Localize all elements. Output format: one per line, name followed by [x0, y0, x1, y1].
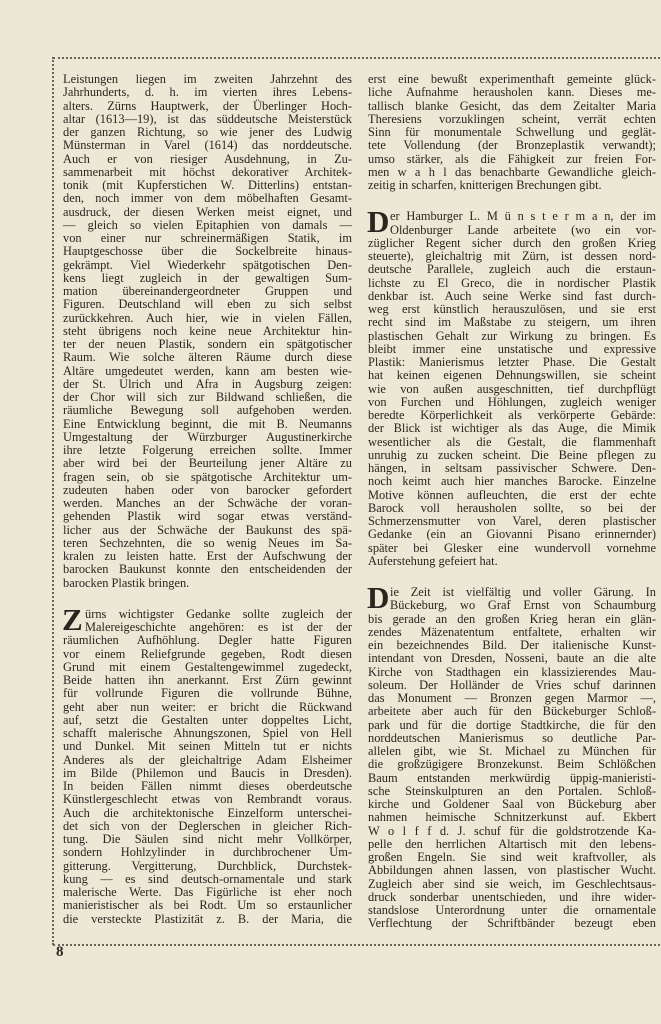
text-line: von einer nur schreinermäßigen Statik, im	[63, 231, 352, 245]
text-line: licher aus der Schwäche der Baukunst des spä-	[63, 522, 352, 537]
text-line: — gleich so vielen Epitaphien von damals —	[63, 217, 352, 232]
text-line: gekrämpt. Viel Wiederkehr spätgotischen Den-	[63, 257, 352, 272]
text-line: lichste zu El Greco, die in nordischer Plastik	[368, 275, 656, 290]
text-line: züglicher Regent sicher durch den großen Krieg	[368, 235, 656, 250]
text-line: ürns wichtigster Gedanke sollte zugleich der	[85, 606, 352, 621]
text-line: kralen zu leisten hatte. Erst der Aufschwung der	[63, 549, 352, 563]
text-line: umso stärker, als die Fähigkeit zur freien For-	[368, 151, 656, 166]
text-line: Auch er von riesiger Ausdehnung, in Zu-	[63, 151, 352, 166]
text-line: standslose Unterordnung unter die ornamentale	[368, 903, 656, 917]
text-line: plastischen Gehalt zur Wirkung zu bringen. Es	[368, 328, 656, 343]
text-line: ein bezeichnendes Bild. Der italienische Kunst-	[368, 638, 656, 652]
text-line: den, noch immer von dem möbelhaften Gesamt-	[63, 191, 352, 206]
text-line: Auferstehung gefeiert hat.	[368, 553, 498, 568]
text-line: tung. Die Säulen sind nicht mehr Vollkörper,	[63, 832, 352, 846]
text-line: die großzügigere Bronzekunst. Beim Schlößchen	[368, 757, 656, 772]
text-line: sondern Hohlzylinder in durchbrochener Um-	[63, 845, 352, 860]
text-line: druck sonderbar unentschieden, und ihre wider-	[368, 889, 656, 904]
text-line: der Chor will sich zur Bildwand schließen, die	[63, 390, 352, 404]
text-line: W o l f f d. J. schuf für die goldstrotzende Ka-	[368, 823, 656, 838]
text-line: zendes Mäzenatentum entfaltete, erhalten wir	[368, 624, 656, 639]
text-line: Theresiens vorzuklingen scheint, verrät echten	[368, 111, 656, 126]
text-line: kung — es sind deutsch-ornamentale und stark	[63, 871, 352, 886]
text-line: geht aber nun weiter: er bricht die Rückwand	[63, 699, 352, 714]
text-line: nahmen heimische Schnitzerkunst auf. Ekbert	[368, 810, 656, 825]
text-line: von Furchen und Höhlungen, zugleich weniger	[368, 394, 656, 409]
text-line: großen Engeln. Sie sind weit kraftvoller, als	[368, 850, 656, 864]
text-line: der ganzen Richtung, so wie jener des Ludwig	[63, 125, 352, 139]
text-line: räumlichen Aufhöhlung. Degler hatte Figuren	[63, 633, 352, 648]
text-line: Auch die architektonische Einzelform unterschei-	[63, 805, 352, 820]
text-line: er Hamburger L. M ü n s t e r m a n, der im	[390, 209, 656, 224]
text-line: barocken Baukunst konnte den entscheidenden der	[63, 562, 352, 577]
text-line: soleum. Der Holländer de Vries schuf darinnen	[368, 677, 656, 692]
text-line: Oldenburger Lande arbeitete (wo ein vor-	[390, 222, 656, 237]
text-line: Grund mit einem Gestaltengewimmel zugedeckt,	[63, 659, 352, 674]
text-line: gehenden Plastik wird sogar etwas verständ-	[63, 509, 352, 524]
text-line: ihre letzte Folgerung erreichen sollte. Immer	[63, 443, 352, 457]
text-line: intendant von Dresden, Nosseni, baute an die alte	[368, 651, 656, 666]
paragraph	[367, 580, 656, 931]
drop-cap: Z	[62, 601, 83, 637]
text-line: Zugleich aber sind sie weich, im Geschlechtsaus-	[368, 876, 656, 891]
paragraph	[63, 73, 352, 590]
text-line: zeitig in scharfen, knitterigen Brechungen gibt.	[368, 178, 602, 192]
text-line: hat keinen eigenen Dehnungswillen, sie scheint	[368, 368, 656, 383]
text-line: Gedanke (ein an Giovanni Pisano erinnernder)	[368, 527, 656, 542]
text-line: kirche und Goldener Saal von Bückeburg aber	[368, 797, 656, 811]
text-line: der St. Ulrich und Afra in Augsburg zeigen:	[63, 376, 352, 391]
drop-cap: D	[367, 580, 390, 615]
text-line: allelen gibt, wie St. Michael zu München für	[368, 744, 656, 758]
text-line: Sinn für monumentale Schwellung und geglät-	[368, 125, 656, 139]
text-line: im Bilde (Philemon und Baucis in Dresden).	[63, 765, 352, 780]
text-line: bis gerade an den großen Krieg heran ein glän-	[368, 611, 656, 626]
text-line: norddeutschen Manierismus so deutliche Par-	[368, 730, 656, 745]
text-column-right	[368, 73, 656, 949]
text-line: Raum. Wie solche älteren Räume durch diese	[63, 350, 352, 365]
text-line: denkbar ist. Auch seine Werke sind fast durch-	[368, 288, 656, 303]
text-line: pelle den herrlichen Altartisch mit den lebens-	[368, 836, 656, 851]
text-line: für vollrunde Figuren die vollrunde Bühne,	[63, 686, 352, 701]
text-line: Verflechtung der Schriftbänder bezeugt eben	[368, 916, 656, 931]
text-line: steht übrigens noch keine neue Architektur hin-	[63, 323, 352, 338]
text-line: park und für die dortige Stadtkirche, die für den	[368, 717, 656, 732]
text-line: Leistungen liegen im zweiten Jahrzehnt des	[63, 72, 352, 86]
text-line: sche Steinskulpturen an den Portalen. Schloß-	[368, 783, 656, 798]
text-line: Barock voll herausholen sollte, so bei der	[368, 500, 656, 515]
text-line: Schmerzensmutter von Varel, deren plastischer	[368, 514, 656, 528]
text-line: altar (1613—19), ist das süddeutsche Meisterstück	[63, 111, 352, 126]
text-line: bleibt immer eine unstatische und expressive	[368, 341, 656, 356]
text-line: manieristischer als bei Rodt. Um so erstaunlicher	[63, 898, 352, 913]
text-line: tete Vollendung (der Bronzeplastik verwandt);	[368, 138, 656, 153]
text-line: Münsterman in Varel (1614) das norddeutsche.	[63, 138, 352, 153]
text-line: liche Aufnahme herausholen kann. Dieses me-	[368, 85, 656, 100]
frame-top-rule	[53, 57, 660, 59]
text-line: der Blick ist wichtiger als das Auge, die Mimik	[368, 421, 656, 436]
page-number: 8	[56, 944, 64, 960]
text-line: hängen, in seltsam passivischer Schwere. Den-	[368, 461, 656, 475]
text-line: später bei Glesker eine wundervoll vornehme	[368, 540, 656, 555]
text-line: weg erst künstlich herauszulösen, und sie erst	[368, 302, 656, 316]
text-line: Bückeburg, wo Graf Ernst von Schaumburg	[390, 598, 656, 613]
text-line: wesentlicher als die Gestalt, die flammenhaft	[368, 434, 656, 449]
text-line: Beide hatten ihn anerkannt. Erst Zürn gewinnt	[63, 673, 352, 687]
paragraph	[368, 73, 656, 192]
text-line: kens liegt zugleich in der gewaltigen Sum-	[63, 270, 352, 285]
text-line: gitterung. Vergitterung, Durchblick, Durchstek-	[63, 858, 352, 873]
text-line: aber wird bei der Beurteilung jener Altäre zu	[63, 456, 352, 471]
text-line: arbeitete aber auch für den Bückeburger Schloß-	[368, 704, 656, 719]
text-line: recht sind im Maßstabe zu steigern, um ihren	[368, 315, 656, 330]
text-line: noch keimt auch hier manches Barocke. Einzelne	[368, 474, 656, 489]
text-line: die versteckte Plastizität z. B. der Maria, die	[63, 911, 352, 926]
text-line: Umgestaltung der Würzburger Augustinerkirche	[63, 429, 352, 444]
frame-left-rule	[52, 57, 54, 945]
text-line: ter der neuen Plastik, sondern ein spätgotischer	[63, 337, 352, 351]
text-line: Kirche von Stadthagen ein klassizierendes Mau-	[368, 664, 656, 679]
text-line: men w a h l das benachbarte Gewandliche gleich-	[368, 164, 656, 179]
text-line: räumliche Bewegung soll aufgehoben werden.	[63, 403, 352, 418]
text-line: alters. Zürns Hauptwerk, der Überlinger Hoch-	[63, 98, 352, 113]
paragraph	[62, 601, 352, 926]
text-line: fragen sein, ob sie spätgotische Architektur um-	[63, 469, 352, 484]
text-line: unruhig zu zucken scheint. Die Beine pflegen zu	[368, 447, 656, 462]
text-line: Baum entstanden merkwürdig üppig-manieristi-	[368, 770, 656, 785]
text-line: det sich von der Deglerschen in gleicher Rich-	[63, 818, 352, 833]
text-line: das Monument — Bronzen gegen Marmor —,	[368, 691, 656, 705]
text-line: Abbildungen ahnen lassen, von plastischer Wucht.	[368, 863, 656, 878]
text-line: Hauptgeschosse über die Sockelbreite hinaus-	[63, 244, 352, 259]
text-line: zurückkehren. Auch hier, wie in vielen Fällen,	[63, 310, 352, 325]
text-line: Plastik: Manierismus letzter Phase. Die Gestalt	[368, 355, 656, 369]
text-line: ie Zeit ist vielfältig und voller Gärung. In	[390, 585, 656, 599]
text-line: sammenarbeit mit höchst dekorativer Architek-	[63, 164, 352, 179]
text-column-left	[63, 73, 352, 944]
drop-cap: D	[367, 204, 390, 240]
text-line: malerische Werte. Das Figürliche ist eher noch	[63, 885, 352, 899]
text-line: tonik (mit Kupferstichen W. Ditterlins) entstan-	[63, 178, 352, 192]
text-line: und Dunkel. Mit seinen Mitteln tut er nichts	[63, 739, 352, 754]
text-line: Figuren. Deutschland will eben zu sich selbst	[63, 297, 352, 312]
text-line: werden. Manches an der Schwäche der voran-	[63, 496, 352, 510]
text-line: tallisch blanke Gesicht, das dem Zeitalter Maria	[368, 98, 656, 113]
text-line: wie von außen ausgeschnitten, tief durchpflügt	[368, 381, 656, 396]
text-line: mation übereinandergeordneter Gruppen und	[63, 284, 352, 298]
text-line: beredte Körperlichkeit als verkörperte Gebärde:	[368, 408, 656, 422]
text-line: Künstlergeschlecht etwas von Rembrandt voraus.	[63, 792, 352, 807]
text-line: vor einem Reliefgrunde gegeben, Rodt diesen	[63, 646, 352, 661]
text-line: deutsche Parallele, zugleich auch die erstaun-	[368, 262, 656, 277]
text-line: Eine Entwicklung beginnt, die mit B. Neumanns	[63, 416, 352, 431]
text-line: barocken Plastik bringen.	[63, 575, 190, 590]
text-line: Altäre umgedeutet werden, kann am besten wie-	[63, 363, 352, 378]
text-line: steuerte), gleichaltrig mit Zürn, ist dessen nord-	[368, 249, 656, 263]
text-line: erst eine bewußt experimenthaft gemeinte glück-	[368, 72, 656, 86]
text-line: In beiden Fällen nimmt dieses oberdeutsche	[63, 779, 352, 793]
text-line: auf, setzt die Gestalten unter doppeltes Licht,	[63, 712, 352, 727]
text-line: Malereigeschichte angehören: es ist der der	[85, 620, 352, 634]
text-line: zudeuten haben oder von barocker gefordert	[63, 482, 352, 497]
paragraph	[367, 204, 656, 568]
text-line: Motive können aufleuchten, die erst der echte	[368, 487, 656, 502]
text-line: teren Sechzehnten, die so wenig Neues im Sa-	[63, 535, 352, 550]
text-line: Anderes als der gleichaltrige Adam Elsheimer	[63, 752, 352, 767]
text-line: schafft malerische Ahnungszonen, Spiel von Hell	[63, 726, 352, 740]
text-line: Jahrhunderts, d. h. im vierten ihres Lebens-	[63, 85, 352, 100]
text-line: ausdruck, der diesen Werken meist eignet, und	[63, 204, 352, 219]
